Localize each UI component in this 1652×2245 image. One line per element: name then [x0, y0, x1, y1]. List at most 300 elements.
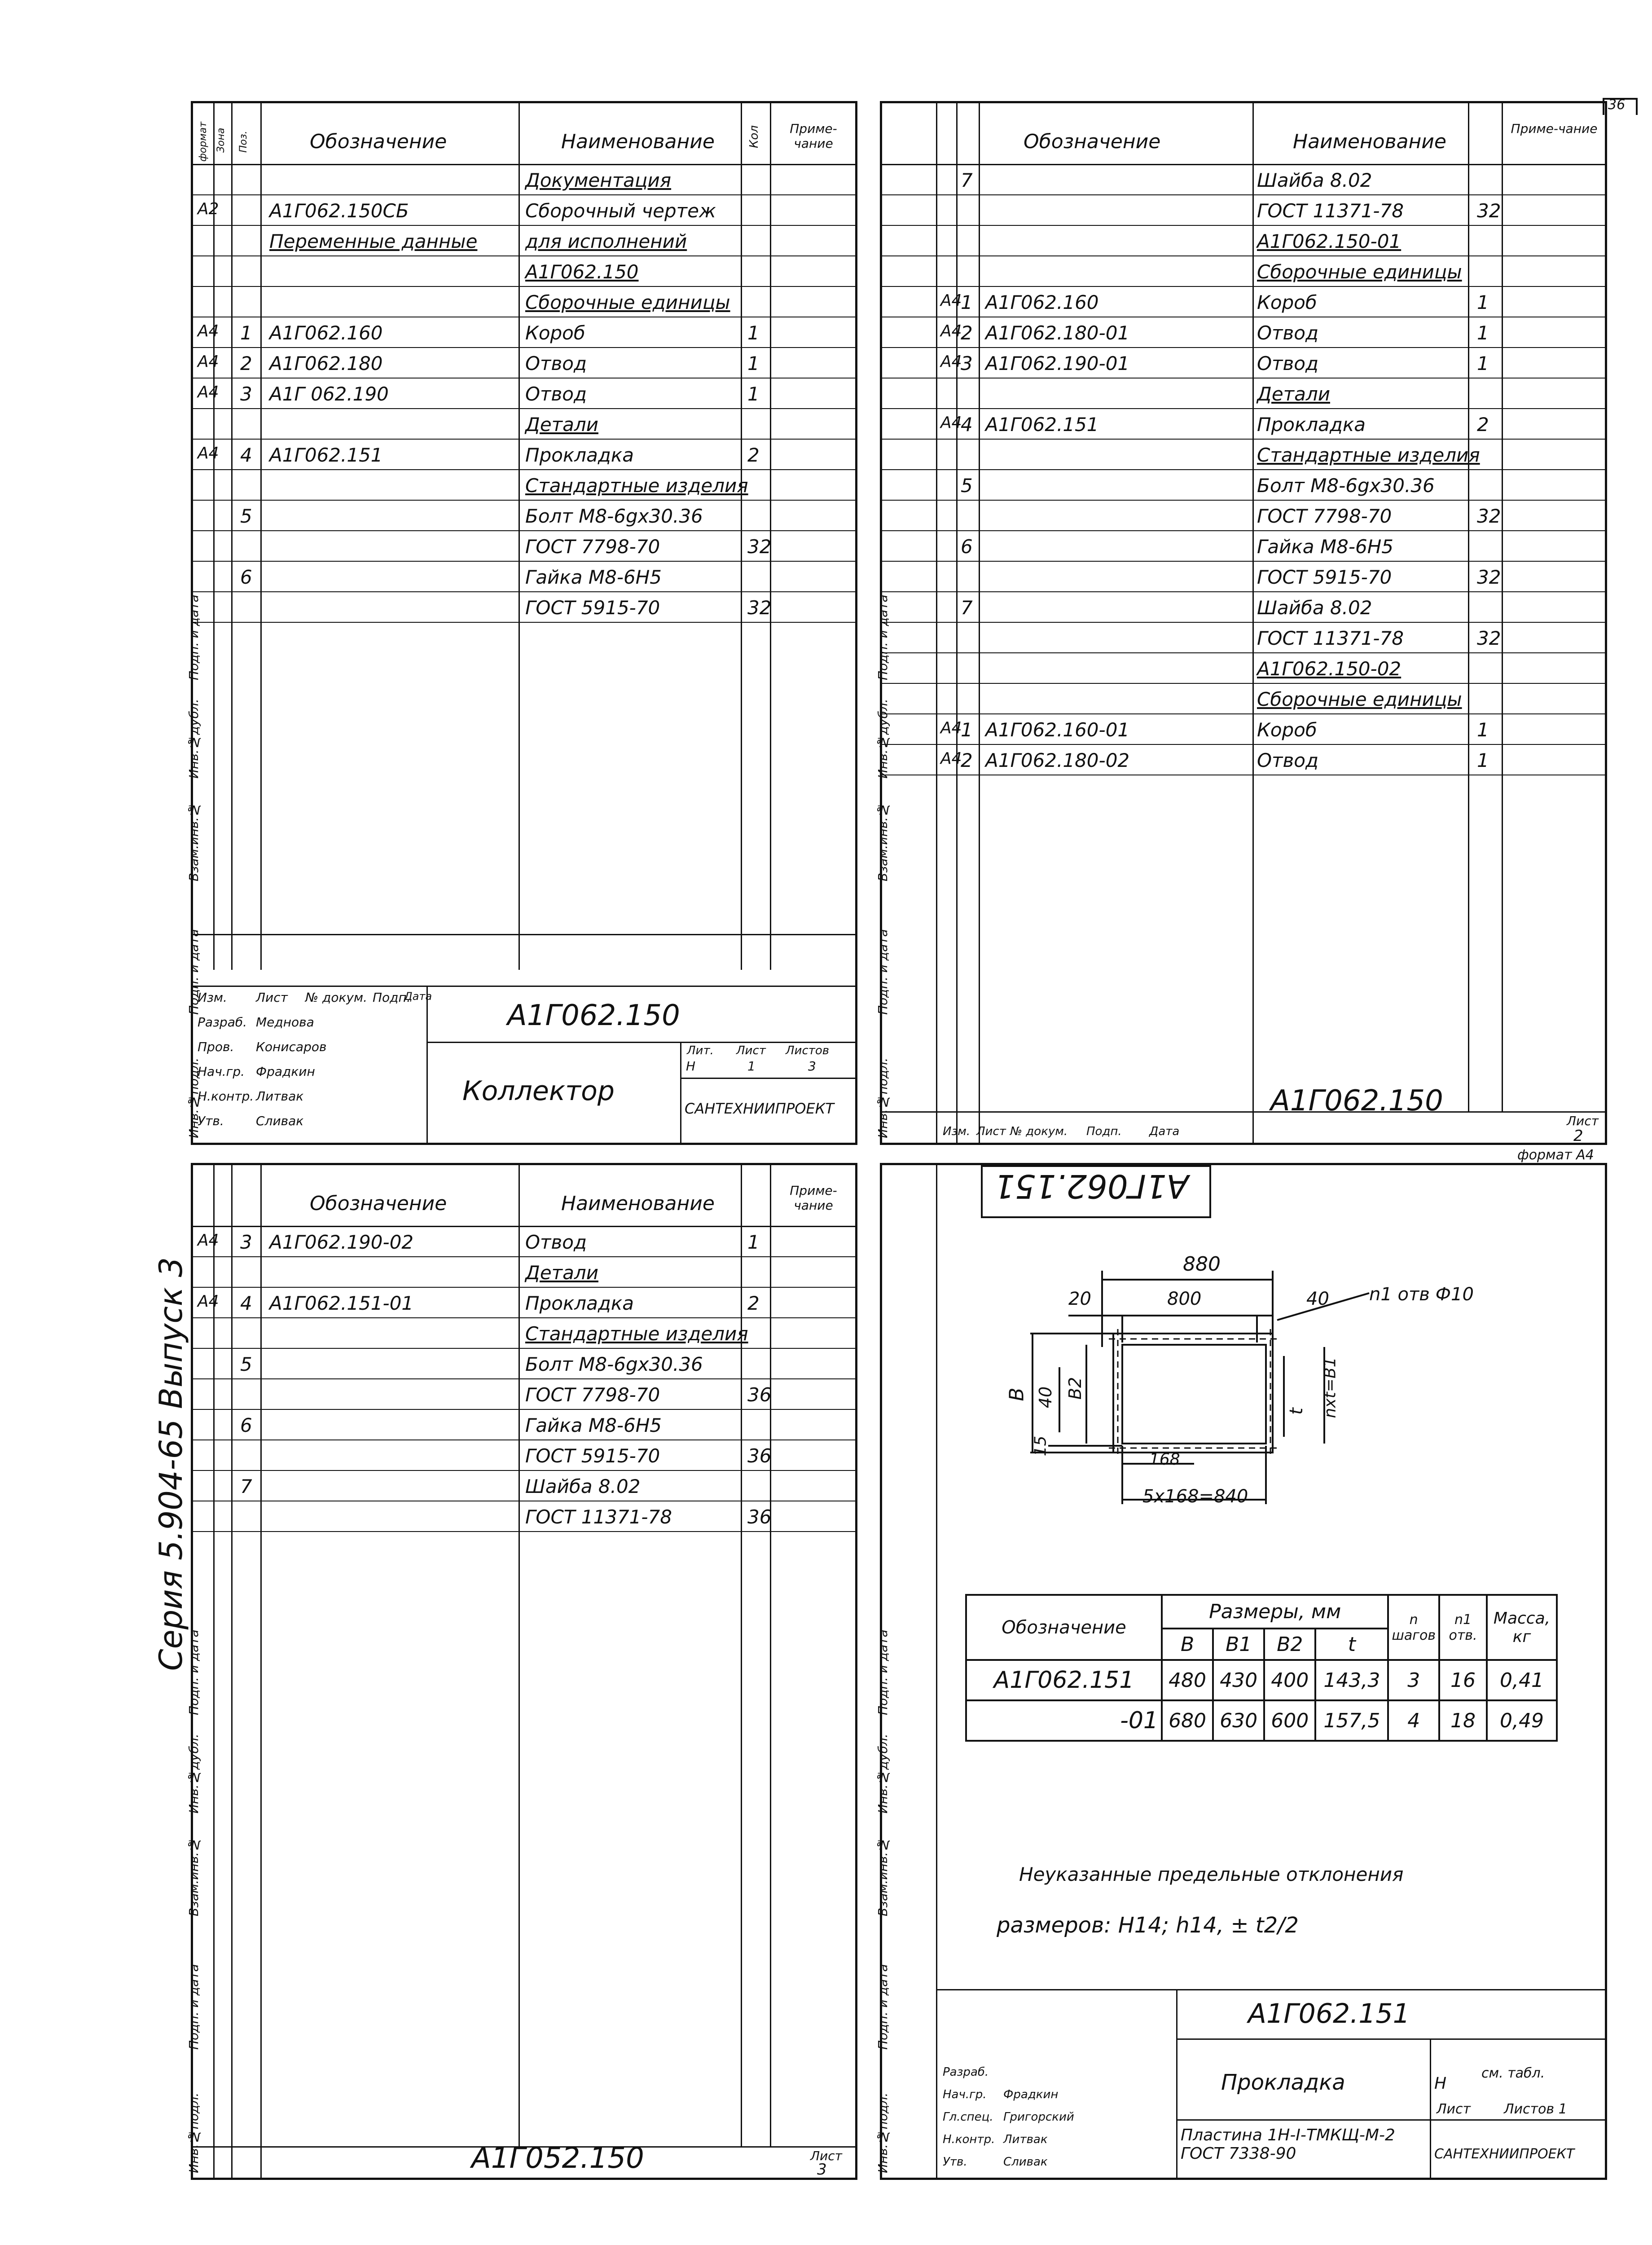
- note-line-2: размеров: Н14; h14, ± t2/2: [997, 1913, 1299, 1938]
- row-position: 7: [240, 1475, 252, 1497]
- sheet1-hdr-note: Приме-чание: [790, 121, 837, 151]
- row-line: [191, 1348, 857, 1349]
- sheet1-sheet-label: Лист: [736, 1044, 766, 1057]
- side-label: Инв.№дубл.: [186, 699, 201, 779]
- row-line: [880, 622, 1607, 623]
- row-line: [880, 591, 1607, 592]
- sheet2-header-line: [880, 164, 1607, 165]
- row-name: Стандартные изделия: [525, 1323, 748, 1345]
- row-name: Болт М8-6gх30.36: [525, 1353, 703, 1375]
- row-line: [191, 286, 857, 287]
- row-line: [191, 622, 857, 623]
- sheet1-sheets-total: 3: [808, 1059, 816, 1074]
- row-format: А4: [940, 749, 962, 768]
- drawing-org: САНТЕХНИИПРОЕКТ: [1434, 2146, 1575, 2162]
- row-name: Гайка М8-6Н5: [1257, 536, 1394, 558]
- row-name: Шайба 8.02: [1257, 169, 1372, 191]
- table-cell: 157,5: [1315, 1700, 1388, 1741]
- sheet3-hdr-name: Наименование: [561, 1192, 715, 1215]
- row-quantity: 1: [1477, 352, 1489, 374]
- row-name: Сборочные единицы: [525, 291, 730, 313]
- row-name: Болт М8-6gх30.36: [1257, 475, 1435, 497]
- side-label: Подп. и дата: [186, 1629, 201, 1716]
- role-label: Пров.: [198, 1039, 234, 1054]
- role-name: Сливак: [256, 1114, 304, 1128]
- row-format: А4: [198, 1231, 219, 1250]
- table-cell: 0,49: [1487, 1700, 1557, 1741]
- row-line: [191, 255, 857, 256]
- sheet2-sheet-label: Лист: [1567, 1114, 1599, 1128]
- row-name: Короб: [525, 322, 585, 344]
- side-label: Подп. и дата: [186, 594, 201, 681]
- row-name: Прокладка: [1257, 414, 1366, 436]
- drawing-doc-number: А1Г062.151: [1248, 1998, 1410, 2029]
- row-position: 3: [961, 352, 973, 374]
- sheet2-footer-line: [880, 1111, 1607, 1113]
- row-line: [191, 1378, 857, 1379]
- role-name: Лист: [256, 990, 288, 1005]
- side-label: Взам.инв.№: [875, 1837, 890, 1917]
- role-label: Нач.гр.: [198, 1064, 245, 1079]
- row-format: А4: [198, 1292, 219, 1311]
- row-position: 4: [961, 414, 973, 436]
- sheet3-doc-number: А1Г052.150: [471, 2142, 644, 2175]
- side-label: Инв.№дубл.: [186, 1734, 201, 1814]
- footer-label: Изм.: [943, 1125, 971, 1138]
- sheet4-tb-sep2: [1430, 2038, 1431, 2180]
- row-line: [191, 347, 857, 348]
- drawing-title: Прокладка: [1221, 2070, 1345, 2095]
- row-line: [880, 255, 1607, 256]
- row-line: [191, 439, 857, 440]
- row-line: [191, 1470, 857, 1471]
- side-label: Подп. и дата: [875, 1629, 890, 1716]
- row-position: 5: [240, 505, 252, 527]
- role-label: Изм.: [198, 990, 227, 1005]
- row-position: 1: [961, 719, 973, 741]
- sheet2-hdr-note: Приме-чание: [1511, 121, 1598, 136]
- row-designation: А1Г062.160: [269, 322, 383, 344]
- sheet1-hdr-name: Наименование: [561, 130, 715, 153]
- row-name: Стандартные изделия: [525, 475, 748, 497]
- row-name: Сборочные единицы: [1257, 688, 1462, 710]
- table-cell: 16: [1439, 1660, 1487, 1700]
- row-name: Шайба 8.02: [525, 1475, 641, 1497]
- row-position: 6: [961, 536, 973, 558]
- drawing-role-label: Н.контр.: [943, 2133, 995, 2146]
- drawing-stamp: А1Г062.151: [994, 1167, 1189, 1205]
- row-designation: А1Г062.151: [269, 444, 383, 466]
- side-label: Инв.№подл.: [186, 2092, 201, 2173]
- row-position: 1: [240, 322, 252, 344]
- side-label: Взам.инв.№: [186, 802, 201, 882]
- row-quantity: 1: [747, 1231, 760, 1253]
- table-cell: 4: [1388, 1700, 1439, 1741]
- row-line: [880, 469, 1607, 470]
- row-designation: А1Г062.160: [985, 291, 1099, 313]
- sheet3-col-name: [741, 1163, 742, 2146]
- sheet1-col-pos: [260, 101, 262, 970]
- sheet-2: [880, 101, 1607, 1145]
- row-format: А4: [198, 322, 219, 340]
- role-extra: № докум.: [305, 990, 368, 1005]
- row-position: 6: [240, 1414, 252, 1436]
- sheet3-hdr-note: Приме-чание: [790, 1183, 837, 1213]
- row-quantity: 1: [1477, 749, 1489, 771]
- row-quantity: 2: [1477, 414, 1489, 436]
- role-label: Разраб.: [198, 1015, 247, 1030]
- sheet2-sheet-no: 2: [1573, 1127, 1583, 1145]
- sheet1-tb-mid: [426, 1042, 857, 1043]
- drawing-material: Пластина 1Н-I-ТМКЩ-М-2 ГОСТ 7338-90: [1181, 2126, 1395, 2163]
- sheet3-col-zone: [231, 1163, 233, 2180]
- dim-40: 40: [1036, 1386, 1056, 1409]
- table-cell: 630: [1213, 1700, 1264, 1741]
- side-label: Инв.№подл.: [875, 2092, 890, 2173]
- footer-label: Лист: [976, 1125, 1006, 1138]
- gasket-inner: [1122, 1345, 1266, 1444]
- table-cell: 680: [1162, 1700, 1213, 1741]
- dim-height: В: [1005, 1387, 1028, 1401]
- side-label: Подп. и дата: [875, 1964, 890, 2050]
- drawing-role-label: Разраб.: [943, 2065, 989, 2079]
- table-cell: 143,3: [1315, 1660, 1388, 1700]
- row-position: 6: [240, 566, 252, 588]
- row-designation: А1Г062.190-02: [269, 1231, 414, 1253]
- role-name: Меднова: [256, 1015, 314, 1030]
- row-line: [191, 225, 857, 226]
- row-line: [880, 408, 1607, 409]
- row-line: [880, 225, 1607, 226]
- row-designation: А1Г062.180-01: [985, 322, 1130, 344]
- row-name: ГОСТ 7798-70: [525, 536, 660, 558]
- role-name: Конисаров: [256, 1039, 327, 1054]
- row-name: Отвод: [525, 1231, 587, 1253]
- row-name: Сборочный чертеж: [525, 200, 716, 222]
- row-quantity: 32: [747, 597, 772, 619]
- side-label: Подп. и дата: [186, 929, 201, 1015]
- sheet2-col-zone: [956, 101, 958, 1145]
- drawing-stage: Н: [1434, 2074, 1447, 2093]
- row-line: [191, 1531, 857, 1532]
- row-position: 1: [961, 291, 973, 313]
- row-name: ГОСТ 11371-78: [1257, 200, 1404, 222]
- sheet2-col-des: [1252, 101, 1254, 1145]
- row-line: [191, 194, 857, 195]
- sheet1-hdr-designation: Обозначение: [310, 130, 447, 153]
- sheet1-col-des: [518, 101, 520, 970]
- row-name: Документация: [525, 169, 672, 191]
- table-cell: 430: [1213, 1660, 1264, 1700]
- row-name: Болт М8-6gх30.36: [525, 505, 703, 527]
- format-label: формат А4: [1517, 1147, 1594, 1163]
- row-line: [880, 530, 1607, 531]
- sheet4-tb-mid2: [1176, 2119, 1607, 2121]
- sheet1-hdr-pos: Поз.: [238, 131, 249, 153]
- row-name: Гайка М8-6Н5: [525, 566, 662, 588]
- row-format: А4: [940, 291, 962, 310]
- row-position: 2: [961, 322, 973, 344]
- size-table-hdr-designation: Обозначение: [966, 1595, 1162, 1660]
- row-line: [191, 561, 857, 562]
- sheet3-col-qty: [770, 1163, 771, 2146]
- row-designation: А1Г062.160-01: [985, 719, 1130, 741]
- footer-label: Дата: [1149, 1125, 1180, 1138]
- row-designation: А1Г062.180-02: [985, 749, 1130, 771]
- sheet2-col-pos: [979, 101, 980, 1145]
- drawing-role-label: Утв.: [943, 2155, 967, 2169]
- side-label: Подп. и дата: [875, 594, 890, 681]
- row-format: А4: [940, 322, 962, 340]
- row-quantity: 2: [747, 444, 760, 466]
- row-format: А4: [940, 719, 962, 737]
- sheet2-hdr-name: Наименование: [1293, 130, 1446, 153]
- row-position: 7: [961, 597, 973, 619]
- row-line: [191, 1409, 857, 1410]
- row-quantity: 1: [1477, 322, 1489, 344]
- sheet-3: [191, 1163, 857, 2180]
- side-label: Подп. и дата: [875, 929, 890, 1015]
- row-quantity: 32: [747, 536, 772, 558]
- footer-label: Подп.: [1086, 1125, 1122, 1138]
- row-name: Детали: [525, 1262, 598, 1284]
- row-name: для исполнений: [525, 230, 687, 252]
- gasket-outer: [1113, 1334, 1273, 1453]
- sheet2-hdr-designation: Обозначение: [1024, 130, 1161, 153]
- side-label: Инв.№дубл.: [875, 699, 890, 779]
- row-name: Детали: [1257, 383, 1330, 405]
- row-line: [880, 713, 1607, 714]
- row-quantity: 32: [1477, 627, 1501, 649]
- sheet-1: [191, 101, 857, 1145]
- role-sign-header: Подп.: [373, 990, 411, 1005]
- sheet1-col-name: [741, 101, 742, 970]
- row-designation: А1Г062.190-01: [985, 352, 1130, 374]
- table-cell: 480: [1162, 1660, 1213, 1700]
- row-line: [191, 1439, 857, 1440]
- row-designation: Переменные данные: [269, 230, 478, 252]
- table-cell: 0,41: [1487, 1660, 1557, 1700]
- sheet3-hdr-designation: Обозначение: [310, 1192, 447, 1215]
- sheet2-col-qty: [1502, 101, 1503, 1111]
- size-table: [965, 1594, 1558, 1742]
- row-quantity: 1: [1477, 291, 1489, 313]
- dim-pitch: 5х168=840: [1142, 1486, 1248, 1507]
- sheet3-col-des: [518, 1163, 520, 2146]
- sheet4-tb-top: [936, 1989, 1607, 1990]
- row-designation: А1Г062.151: [985, 414, 1099, 436]
- row-line: [880, 652, 1607, 653]
- row-quantity: 2: [747, 1292, 760, 1314]
- row-name: ГОСТ 5915-70: [525, 1445, 660, 1467]
- sheet4-margin: [936, 1163, 937, 2180]
- series-label: Серия 5.904-65 Выпуск 3: [153, 1257, 189, 1671]
- row-name: Короб: [1257, 291, 1317, 313]
- size-table-sub-t: t: [1315, 1629, 1388, 1660]
- side-label: Инв.№дубл.: [875, 1734, 890, 1814]
- row-line: [880, 378, 1607, 379]
- table-cell: А1Г062.151: [966, 1660, 1162, 1700]
- drawing-sheet-label: Лист: [1437, 2101, 1471, 2117]
- dim-left: 20: [1068, 1289, 1091, 1309]
- dim-b2: В2: [1065, 1377, 1085, 1400]
- row-format: А4: [940, 414, 962, 432]
- row-line: [880, 561, 1607, 562]
- row-line: [880, 194, 1607, 195]
- row-name: Отвод: [1257, 749, 1319, 771]
- row-quantity: 1: [747, 383, 760, 405]
- row-name: ГОСТ 11371-78: [1257, 627, 1404, 649]
- row-position: 4: [240, 444, 252, 466]
- dim-overall: 880: [1183, 1253, 1221, 1276]
- row-format: А4: [940, 352, 962, 371]
- row-quantity: 36: [747, 1384, 772, 1406]
- side-label: Взам.инв.№: [875, 802, 890, 882]
- row-position: 3: [240, 383, 252, 405]
- row-quantity: 1: [1477, 719, 1489, 741]
- sheet1-tb-top-a: [191, 934, 857, 935]
- role-name: Литвак: [256, 1089, 304, 1104]
- row-name: Отвод: [525, 352, 587, 374]
- row-line: [880, 744, 1607, 745]
- sheet2-col-name: [1468, 101, 1469, 1111]
- dim-15: 15: [1031, 1435, 1050, 1457]
- drawing-role-name: Фрадкин: [1003, 2088, 1059, 2101]
- row-designation: А1Г 062.190: [269, 383, 389, 405]
- table-cell: 18: [1439, 1700, 1487, 1741]
- drawing-role-name: Литвак: [1003, 2133, 1048, 2146]
- size-table-hdr-mass: Масса, кг: [1487, 1595, 1557, 1660]
- side-label: Подп. и дата: [186, 1964, 201, 2050]
- sheet2-col-fmt: [936, 101, 937, 1145]
- drawing-role-name: Сливак: [1003, 2155, 1048, 2169]
- row-position: 2: [961, 749, 973, 771]
- row-name: А1Г062.150-01: [1257, 230, 1402, 252]
- dim-168: 168: [1149, 1450, 1180, 1469]
- table-cell: 3: [1388, 1660, 1439, 1700]
- row-designation: А1Г062.180: [269, 352, 383, 374]
- row-line: [191, 408, 857, 409]
- sheet1-tb-left: [426, 986, 428, 1145]
- dim-holes: n1 отв Ф10: [1369, 1284, 1474, 1305]
- row-name: ГОСТ 5915-70: [525, 597, 660, 619]
- sheet4-tb-sep: [1176, 1989, 1177, 2180]
- row-line: [191, 1317, 857, 1318]
- side-label: Инв.№подл.: [186, 1057, 201, 1138]
- sheet1-col-fmt: [213, 101, 215, 970]
- sheet1-stage: Н: [686, 1059, 696, 1074]
- side-label: Инв.№подл.: [875, 1057, 890, 1138]
- size-table-hdr-n1: n1 отв.: [1439, 1595, 1487, 1660]
- role-label: Н.контр.: [198, 1089, 254, 1104]
- row-line: [880, 500, 1607, 501]
- row-name: А1Г062.150: [525, 261, 639, 283]
- sheet1-header-line: [191, 164, 857, 165]
- sheet3-sheet-label: Лист: [810, 2148, 842, 2163]
- row-quantity: 32: [1477, 566, 1501, 588]
- drawing-role-name: Григорский: [1003, 2110, 1074, 2124]
- row-position: 7: [961, 169, 973, 191]
- row-quantity: 32: [1477, 200, 1501, 222]
- row-line: [880, 286, 1607, 287]
- sheet3-col-pos: [260, 1163, 262, 2180]
- sheet1-title: Коллектор: [462, 1075, 615, 1107]
- row-designation: А1Г062.151-01: [269, 1292, 414, 1314]
- sheet1-hdr-format: формат: [198, 121, 209, 162]
- sheet1-hdr-qty: Кол: [747, 125, 761, 148]
- row-quantity: 36: [747, 1445, 772, 1467]
- row-format: А4: [198, 352, 219, 371]
- row-quantity: 1: [747, 322, 760, 344]
- row-line: [880, 439, 1607, 440]
- row-line: [191, 1256, 857, 1257]
- row-line: [880, 347, 1607, 348]
- row-quantity: 36: [747, 1506, 772, 1528]
- row-name: Отвод: [1257, 322, 1319, 344]
- row-name: Гайка М8-6Н5: [525, 1414, 662, 1436]
- row-name: Стандартные изделия: [1257, 444, 1480, 466]
- row-line: [191, 1287, 857, 1288]
- size-table-hdr-sizes: Размеры, мм: [1162, 1595, 1388, 1629]
- row-name: ГОСТ 11371-78: [525, 1506, 672, 1528]
- row-quantity: 32: [1477, 505, 1501, 527]
- row-line: [191, 500, 857, 501]
- table-row: [966, 1700, 1557, 1741]
- note-line-1: Неуказанные предельные отклонения: [1019, 1863, 1404, 1885]
- size-table-sub-b1: В1: [1213, 1629, 1264, 1660]
- sheet3-col-fmt: [213, 1163, 215, 2180]
- row-quantity: 1: [747, 352, 760, 374]
- row-name: Короб: [1257, 719, 1317, 741]
- drawing-sheets-label: Листов 1: [1504, 2101, 1567, 2117]
- sheet1-col-zone: [231, 101, 233, 970]
- sheet3-header-line: [191, 1226, 857, 1227]
- drawing-role-label: Гл.спец.: [943, 2110, 993, 2124]
- row-position: 4: [240, 1292, 252, 1314]
- row-name: Сборочные единицы: [1257, 261, 1462, 283]
- row-designation: А1Г062.150СБ: [269, 200, 409, 222]
- row-name: ГОСТ 7798-70: [1257, 505, 1392, 527]
- sheet4-tb-mid1: [1176, 2038, 1607, 2040]
- footer-label: № докум.: [1010, 1125, 1068, 1138]
- sheet3-sheet-no: 3: [817, 2161, 827, 2179]
- row-name: Отвод: [1257, 352, 1319, 374]
- sheet1-sheets-label: Листов: [786, 1044, 830, 1057]
- row-line: [191, 530, 857, 531]
- dim-inner: 800: [1167, 1289, 1202, 1309]
- sheet2-doc-number: А1Г062.150: [1270, 1084, 1443, 1118]
- sheet1-lit-label: Лит.: [687, 1044, 714, 1057]
- row-line: [191, 469, 857, 470]
- row-position: 5: [240, 1353, 252, 1375]
- role-name: Фрадкин: [256, 1064, 315, 1079]
- row-name: ГОСТ 5915-70: [1257, 566, 1392, 588]
- row-name: ГОСТ 7798-70: [525, 1384, 660, 1406]
- dim-t: t: [1286, 1408, 1307, 1415]
- dim-ntb1: nхt=В1: [1321, 1357, 1340, 1418]
- size-table-sub-b2: В2: [1264, 1629, 1315, 1660]
- sheet1-hdr-zone: Зона: [215, 128, 227, 153]
- row-name: Детали: [525, 414, 598, 436]
- side-label: Взам.инв.№: [186, 1837, 201, 1917]
- size-table-sub-b: В: [1162, 1629, 1213, 1660]
- row-position: 2: [240, 352, 252, 374]
- sheet1-org: САНТЕХНИИПРОЕКТ: [685, 1100, 834, 1117]
- role-label: Утв.: [198, 1114, 224, 1128]
- sheet1-tb-org-sep: [680, 1042, 681, 1145]
- sheet1-tb-top: [191, 986, 857, 987]
- sheet1-sheet-no: 1: [747, 1059, 756, 1074]
